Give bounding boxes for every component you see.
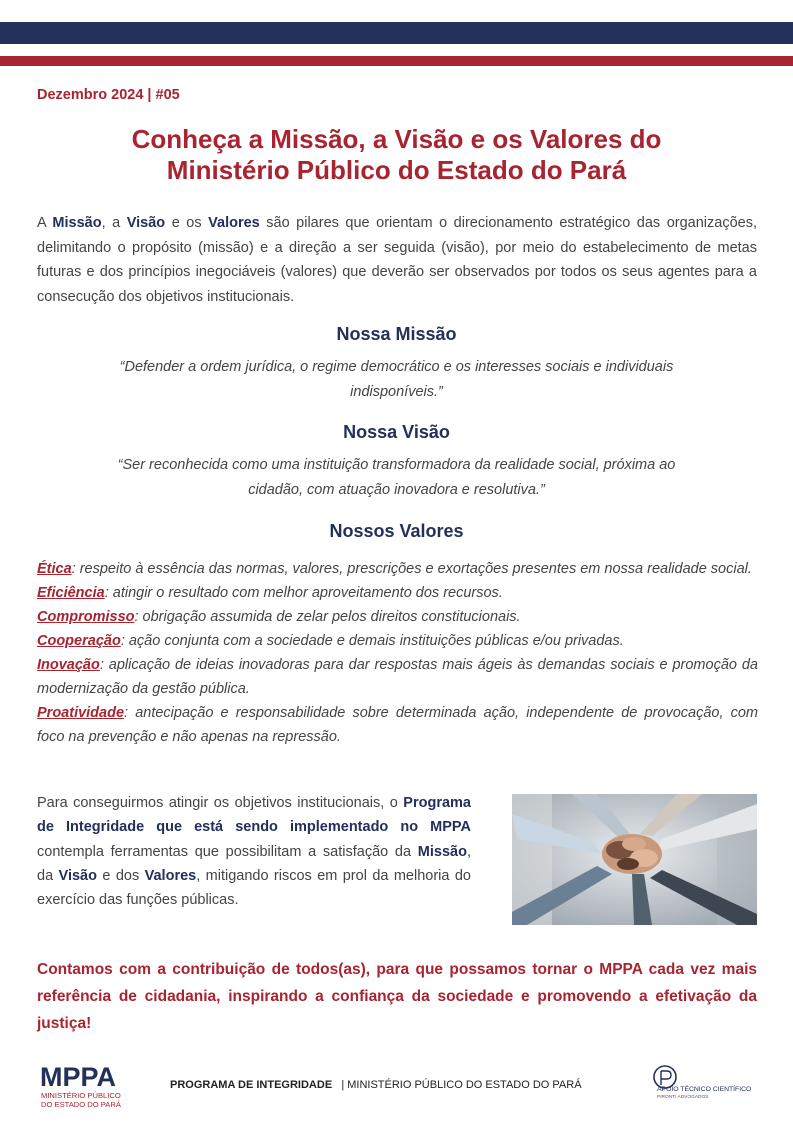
- values-heading: Nossos Valores: [329, 521, 464, 541]
- intro-paragraph: [37, 211, 757, 309]
- value-item: [37, 605, 758, 629]
- program-name: Programa de Integridade que está sendo implementado no MPPA: [37, 795, 471, 836]
- value-name: Compromisso: [37, 609, 135, 625]
- value-desc: : respeito à essência das normas, valores, prescrições e exortações presentes em nossa realidade social.: [71, 561, 752, 577]
- intro-text: são pilares que orientam o direcionamento estratégico das organizações, delimitando o propósito (missão) e a direção a ser seguida (visão), por meio do estabelecimento de metas futuras e dos princípios inegociáveis (valores) que deverão ser observados por todos os seus agentes para a consecução dos objetivos institucionais.: [37, 215, 757, 305]
- value-item: [37, 557, 758, 581]
- mission-quote: [50, 355, 743, 404]
- intro-text: e os: [165, 215, 209, 231]
- page-title: [30, 124, 763, 186]
- teamwork-hands-photo: [512, 794, 757, 925]
- footer-program-label: PROGRAMA DE INTEGRIDADE: [170, 1079, 333, 1091]
- header-red-bar: [0, 56, 793, 66]
- intro-mission-term: Missão: [52, 215, 102, 231]
- program-values-term: Valores: [144, 867, 197, 884]
- values-list: [37, 557, 758, 749]
- vision-heading: Nossa Visão: [343, 422, 450, 442]
- value-desc: : antecipação e responsabilidade sobre determinada ação, independente de provocação, com foco na prevenção e não apenas na repressão.: [37, 705, 758, 745]
- value-item: [37, 581, 758, 605]
- program-mission-term: Missão: [417, 843, 467, 860]
- value-name: Cooperação: [37, 633, 121, 649]
- value-name: Ética: [37, 561, 72, 577]
- intro-text: , a: [101, 215, 127, 231]
- value-desc: : aplicação de ideias inovadoras para dar respostas mais ágeis às demandas sociais e promoção da modernização da gestão pública.: [37, 657, 758, 697]
- vision-quote-line: “Ser reconhecida como uma instituição transformadora da realidade social, próxima ao: [117, 457, 676, 473]
- program-text: contempla ferramentas que possibilitam a satisfação da: [37, 843, 418, 860]
- program-text: e dos: [96, 867, 145, 884]
- vision-quote: [50, 453, 743, 502]
- footer-caption: [170, 1079, 582, 1091]
- value-desc: : obrigação assumida de zelar pelos direitos constitucionais.: [134, 609, 521, 625]
- value-name: Eficiência: [37, 585, 105, 601]
- mission-quote-line: indisponíveis.”: [350, 383, 443, 400]
- program-text: , da: [37, 843, 471, 884]
- value-desc: : atingir o resultado com melhor aproveitamento dos recursos.: [104, 585, 503, 601]
- footer-separator: |: [341, 1079, 345, 1091]
- value-item: [37, 701, 758, 749]
- title-line-1: Conheça a Missão, a Visão e os Valores do: [131, 124, 662, 154]
- mppa-logo: [40, 1062, 130, 1112]
- issue-label: Dezembro 2024 | #05: [37, 87, 180, 103]
- mppa-logo-sub1: MINISTÉRIO PÚBLICO: [41, 1091, 121, 1100]
- value-item: [37, 653, 758, 701]
- intro-values-term: Valores: [208, 215, 260, 231]
- mission-heading: Nossa Missão: [336, 324, 457, 344]
- title-line-2: Ministério Público do Estado do Pará: [166, 155, 627, 185]
- program-paragraph: [37, 791, 471, 912]
- value-name: Inovação: [37, 657, 100, 673]
- value-item: [37, 629, 758, 653]
- intro-vision-term: Visão: [126, 215, 166, 231]
- pironti-logo: [652, 1063, 762, 1103]
- program-text: Para conseguirmos atingir os objetivos institucionais, o: [37, 795, 404, 811]
- footer-institution: MINISTÉRIO PÚBLICO DO ESTADO DO PARÁ: [347, 1079, 582, 1091]
- apoio-line-2: PIRONTI ADVOGADOS: [657, 1095, 709, 1100]
- mission-quote-line: “Defender a ordem jurídica, o regime democrático e os interesses sociais e individuais: [119, 359, 674, 375]
- header-navy-bar: [0, 22, 793, 44]
- program-text: , mitigando riscos em prol da melhoria do exercício das funções públicas.: [37, 867, 471, 909]
- apoio-line-1: APOIO TÉCNICO CIENTÍFICO: [657, 1086, 752, 1093]
- program-vision-term: Visão: [58, 867, 97, 884]
- intro-text: A: [37, 215, 53, 231]
- mppa-logo-text: MPPA: [40, 1062, 117, 1092]
- value-name: Proatividade: [37, 705, 125, 721]
- value-desc: : ação conjunta com a sociedade e demais instituições públicas e/ou privadas.: [120, 633, 624, 649]
- mppa-logo-sub2: DO ESTADO DO PARÁ: [41, 1100, 121, 1109]
- vision-quote-line: cidadão, com atuação inovadora e resolutiva.”: [248, 481, 545, 498]
- closing-message: Contamos com a contribuição de todos(as), para que possamos tornar o MPPA cada vez mais referência de cidadania, inspirando a confiança da sociedade e promovendo a efetivação da justiça!: [37, 961, 757, 1032]
